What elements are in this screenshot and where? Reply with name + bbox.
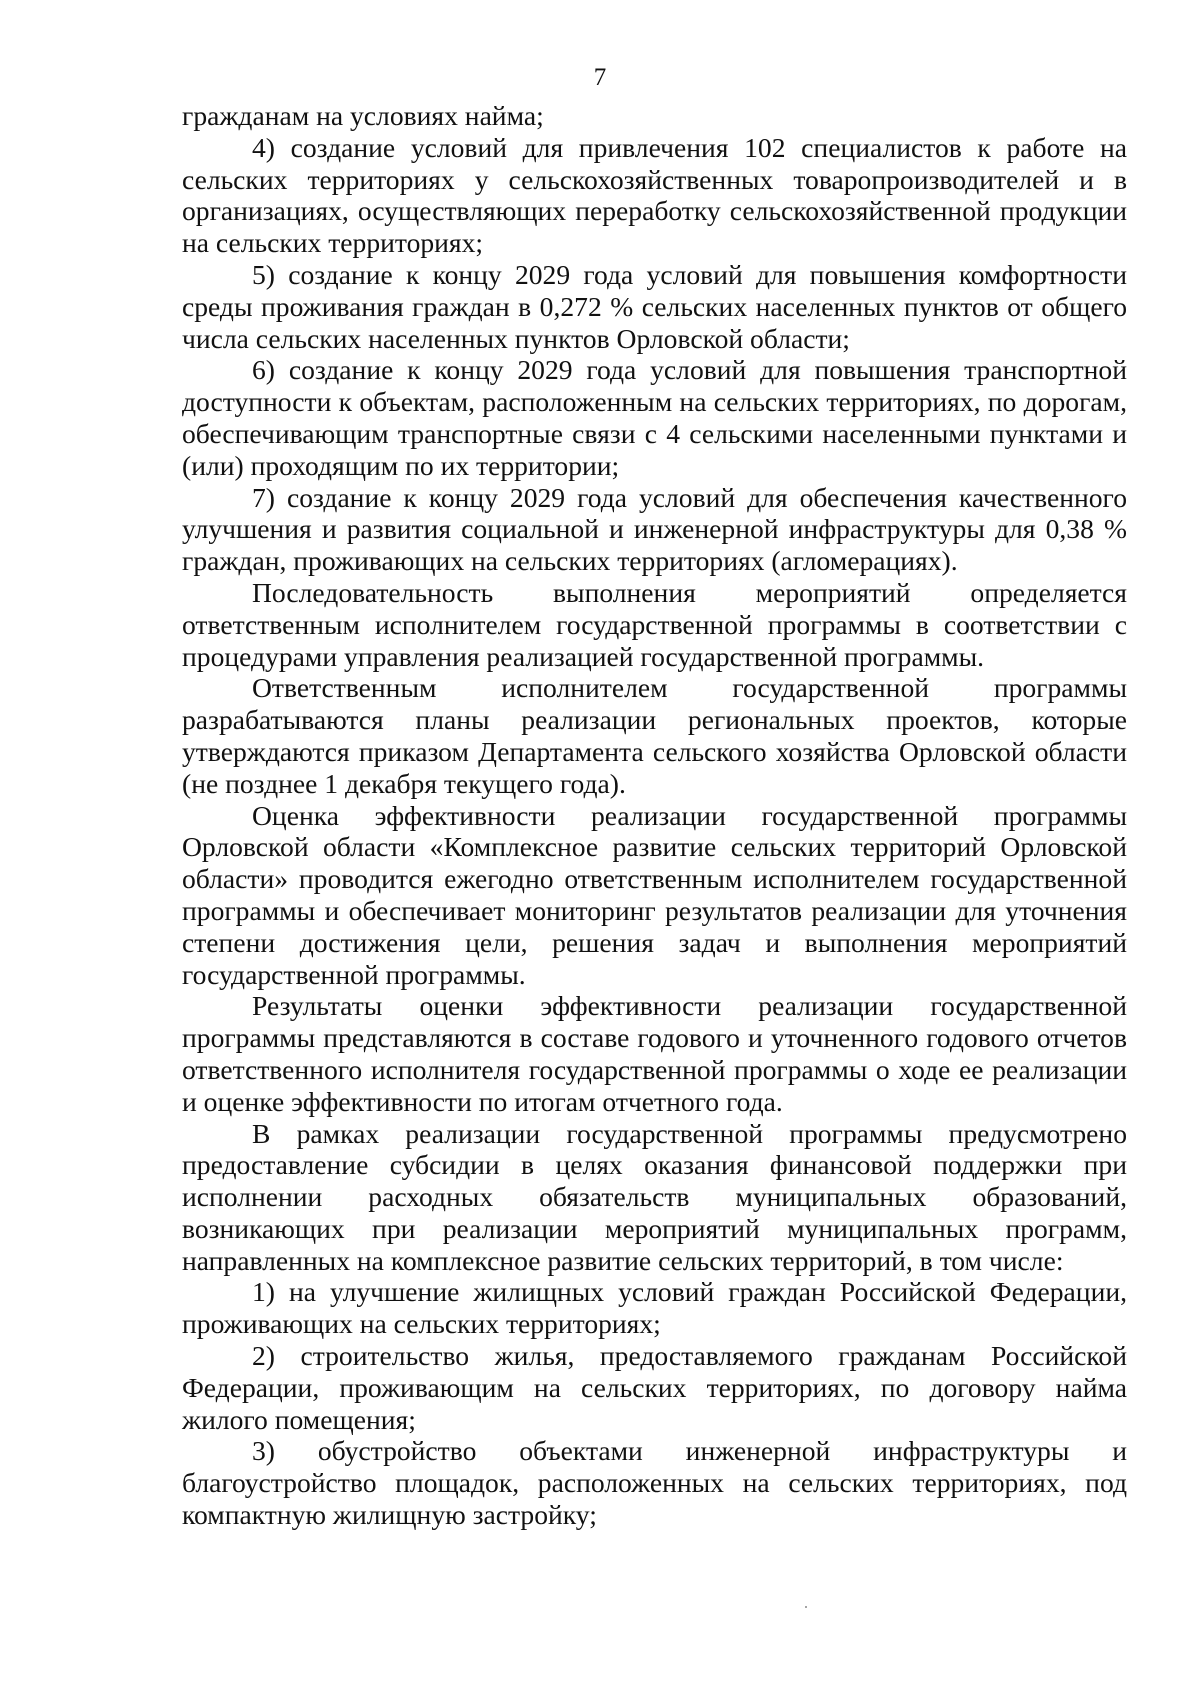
paragraph: Ответственным исполнителем государственной программы разрабатываются планы реализации региональных проектов, которые утверждаются приказом Департамента сельского хозяйства Орловской области (не позднее 1 декабря текущего года). (182, 672, 1127, 799)
paragraph: Результаты оценки эффективности реализации государственной программы представляются в составе годового и уточненного годового отчетов ответственного исполнителя государственной программы о ходе ее реализации и оценке эффективности по итогам отчетного года. (182, 990, 1127, 1117)
paragraph: Последовательность выполнения мероприятий определяется ответственным исполнителем государственной программы в соответствии с процедурами управления реализацией государственной программы. (182, 576, 1127, 672)
page-number: 7 (593, 64, 607, 91)
paragraph: 1) на улучшение жилищных условий граждан Российской Федерации, проживающих на сельских территориях; (182, 1276, 1127, 1340)
document-body-text (182, 100, 1127, 1531)
paragraph: 5) создание к концу 2029 года условий для повышения комфортности среды проживания граждан в 0,272 % сельских населенных пунктов от общего числа сельских населенных пунктов Орловской области; (182, 258, 1127, 354)
paragraph: 4) создание условий для привлечения 102 специалистов к работе на сельских территориях у сельскохозяйственных товаропроизводителей и в организациях, осуществляющих переработку сельскохозяйственной продукции на сельских территориях; (182, 131, 1127, 259)
scan-speck (805, 1606, 807, 1608)
paragraph: 3) обустройство объектами инженерной инфраструктуры и благоустройство площадок, расположенных на сельских территориях, под компактную жилищную застройку; (182, 1435, 1127, 1531)
paragraph: Оценка эффективности реализации государственной программы Орловской области «Комплексное развитие сельских территорий Орловской области» проводится ежегодно ответственным исполнителем государственной программы и обеспечивает мониторинг результатов реализации для уточнения степени достижения цели, решения задач и выполнения мероприятий государственной программы. (182, 799, 1127, 990)
paragraph: 6) создание к концу 2029 года условий для повышения транспортной доступности к объектам, расположенным на сельских территориях, по дорогам, обеспечивающим транспортные связи с 4 сельскими населенными пунктами и (или) проходящим по их территории; (182, 354, 1127, 481)
paragraph: гражданам на условиях найма; (182, 100, 544, 131)
paragraph: 7) создание к концу 2029 года условий для обеспечения качественного улучшения и развития социальной и инженерной инфраструктуры для 0,38 % граждан, проживающих на сельских территориях (агломерациях). (182, 481, 1127, 577)
paragraph: В рамках реализации государственной программы предусмотрено предоставление субсидии в целях оказания финансовой поддержки при исполнении расходных обязательств муниципальных образований, возникающих при реализации мероприятий муниципальных программ, направленных на комплексное развитие сельских территорий, в том числе: (182, 1117, 1127, 1276)
paragraph: 2) строительство жилья, предоставляемого гражданам Российской Федерации, проживающим на сельских территориях, по договору найма жилого помещения; (182, 1340, 1127, 1435)
